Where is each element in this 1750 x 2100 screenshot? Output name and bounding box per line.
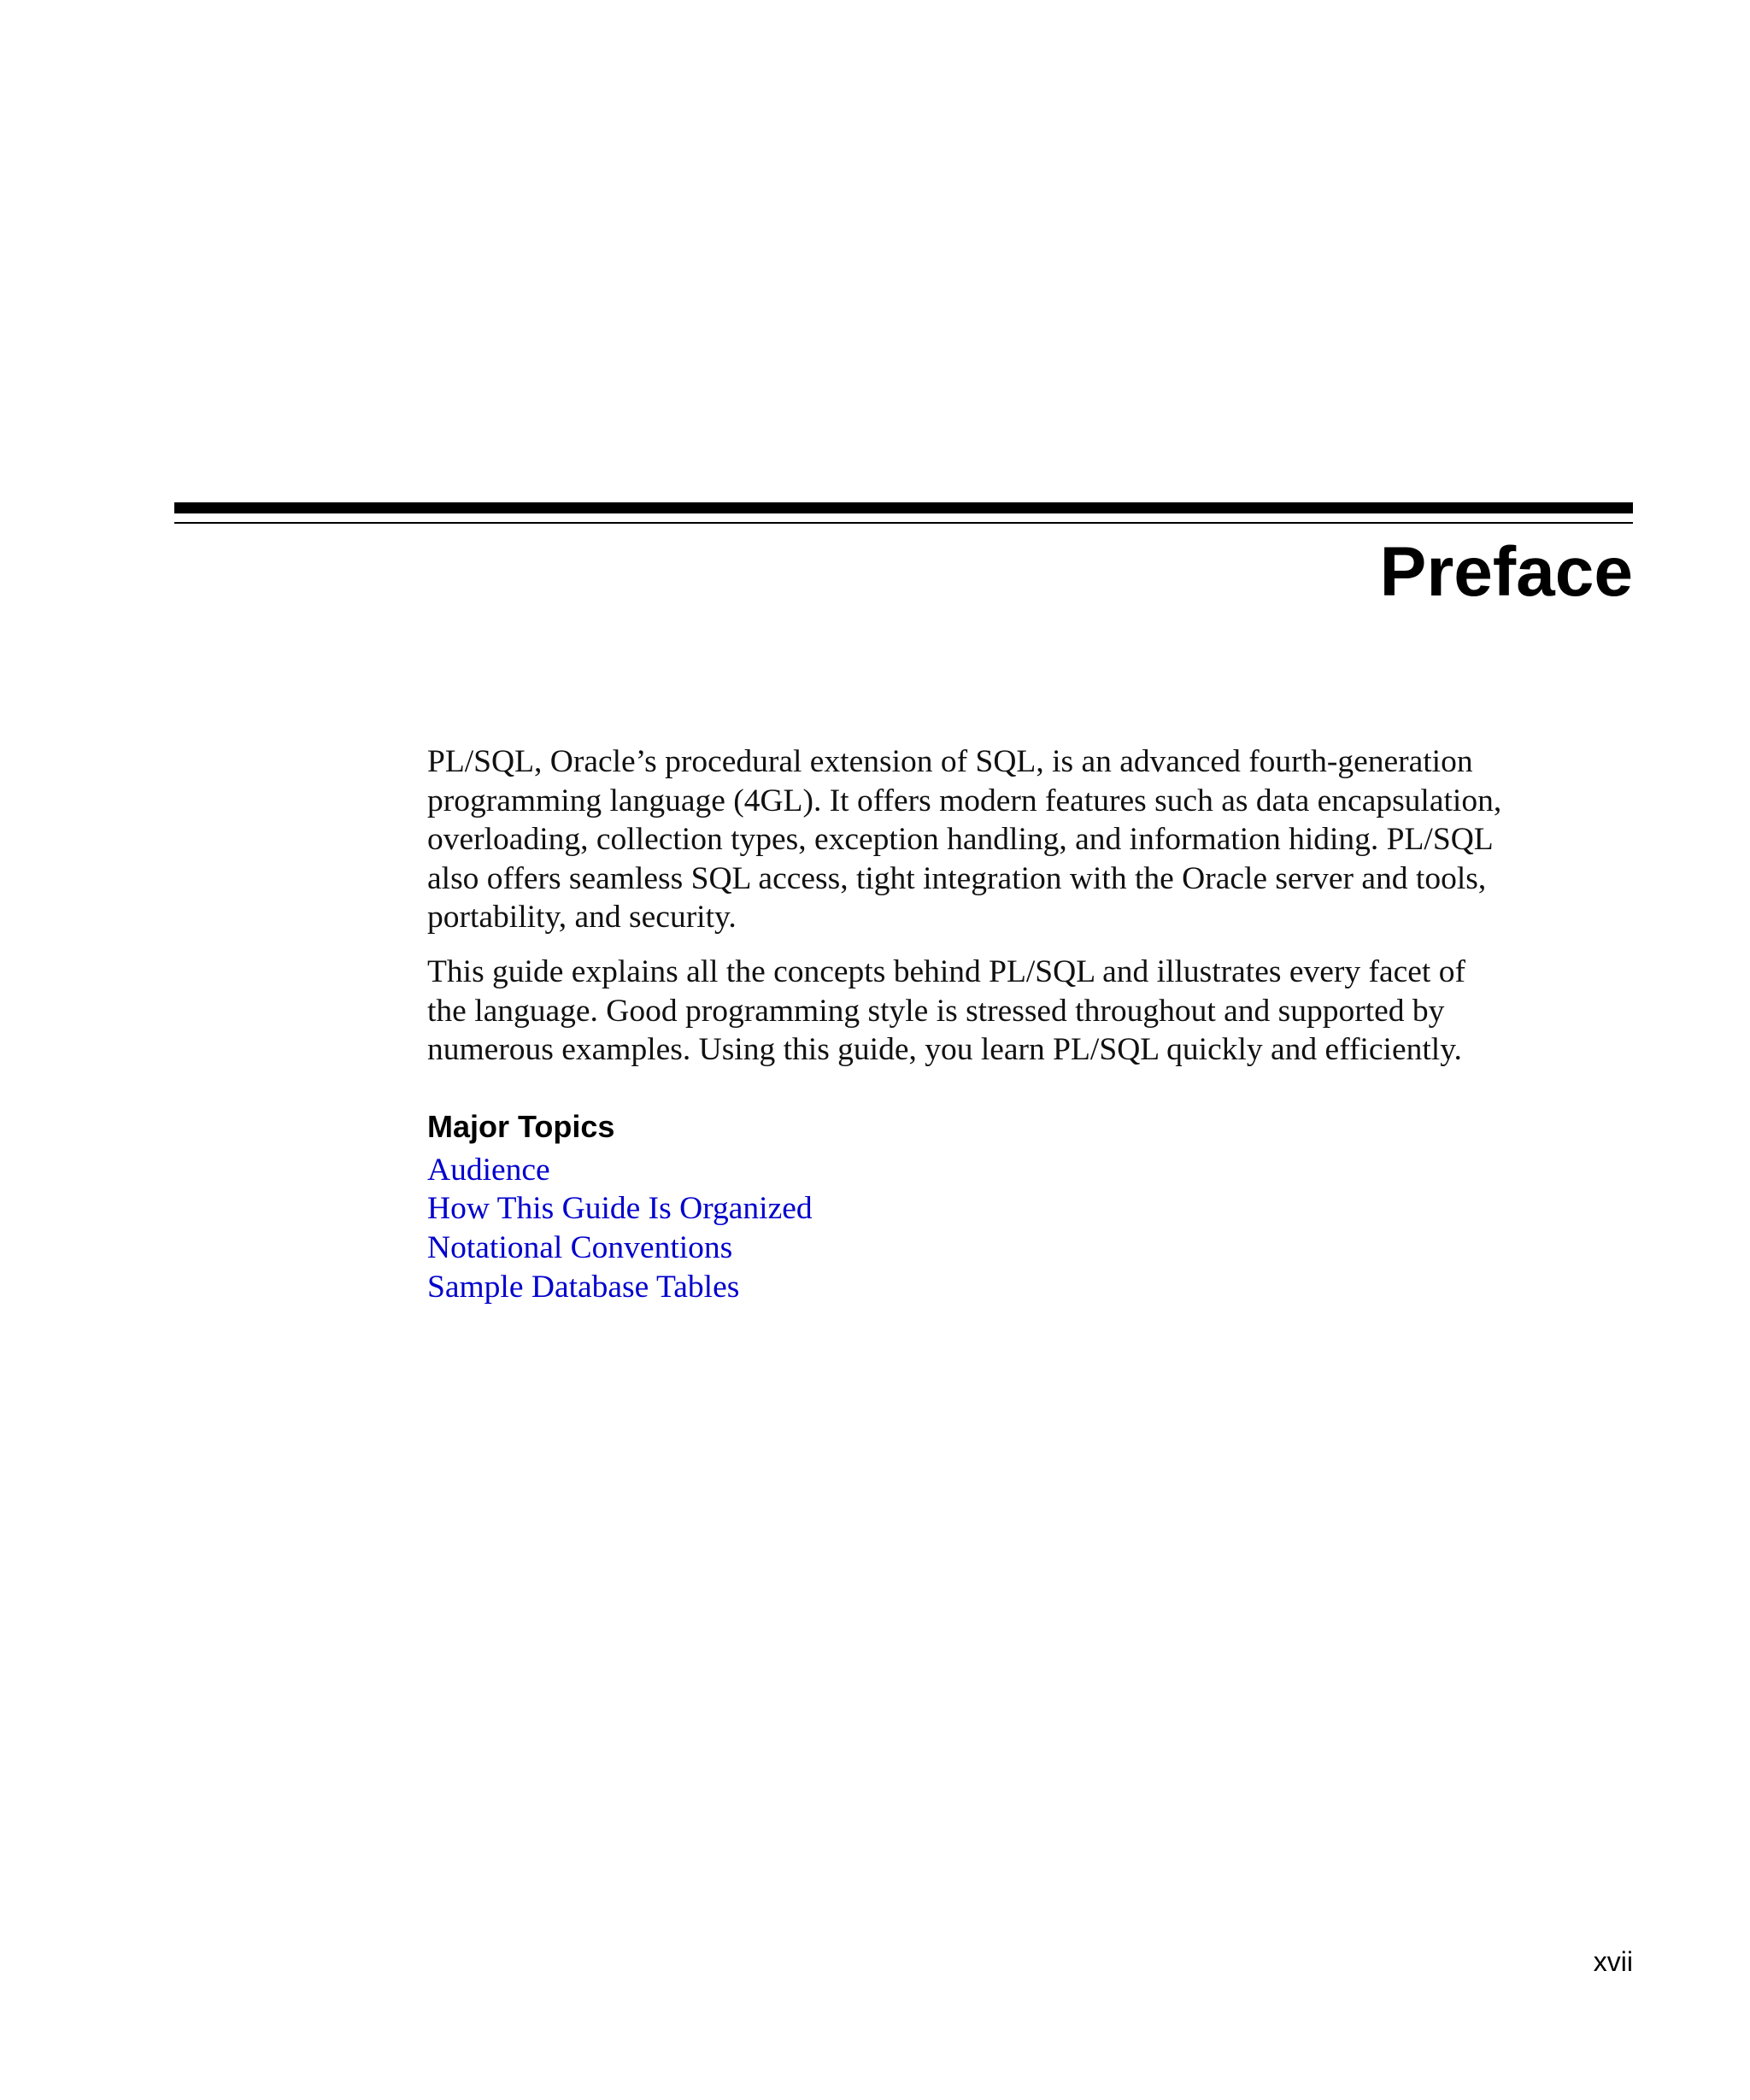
intro-paragraph: PL/SQL, Oracle’s procedural extension of SQL, is an advanced fourth-generation programming language (4GL). It offers modern features such as data encapsulation, overloading, collection types, exception handling, and information hiding. PL/SQL also offers seamless SQL access, tight integration with the Oracle server and tools, portability, and security. <box>427 744 1502 936</box>
topic-link-how-this-guide-is-organized[interactable]: How This Guide Is Organized <box>427 1191 813 1227</box>
major-topics-list <box>427 1151 1641 1306</box>
header-rule-thin <box>174 522 1633 524</box>
page-title: Preface <box>1379 533 1633 611</box>
header-rule-thick <box>174 502 1633 513</box>
guide-paragraph: This guide explains all the concepts behind PL/SQL and illustrates every facet of the language. Good programming style is stressed throughout and supported by numerous examples. Using this guide, you learn PL/SQL quickly and efficiently. <box>427 953 1465 1068</box>
page-number: xvii <box>1593 1946 1633 1977</box>
major-topics-heading: Major Topics <box>427 1108 615 1144</box>
topic-link-notational-conventions[interactable]: Notational Conventions <box>427 1229 733 1265</box>
topic-link-audience[interactable]: Audience <box>427 1152 550 1188</box>
topic-link-sample-database-tables[interactable]: Sample Database Tables <box>427 1269 740 1305</box>
preface-content <box>427 742 1641 1306</box>
list-item <box>427 1189 1641 1229</box>
list-item <box>427 1229 1641 1268</box>
list-item <box>427 1268 1641 1307</box>
list-item <box>427 1151 1641 1190</box>
